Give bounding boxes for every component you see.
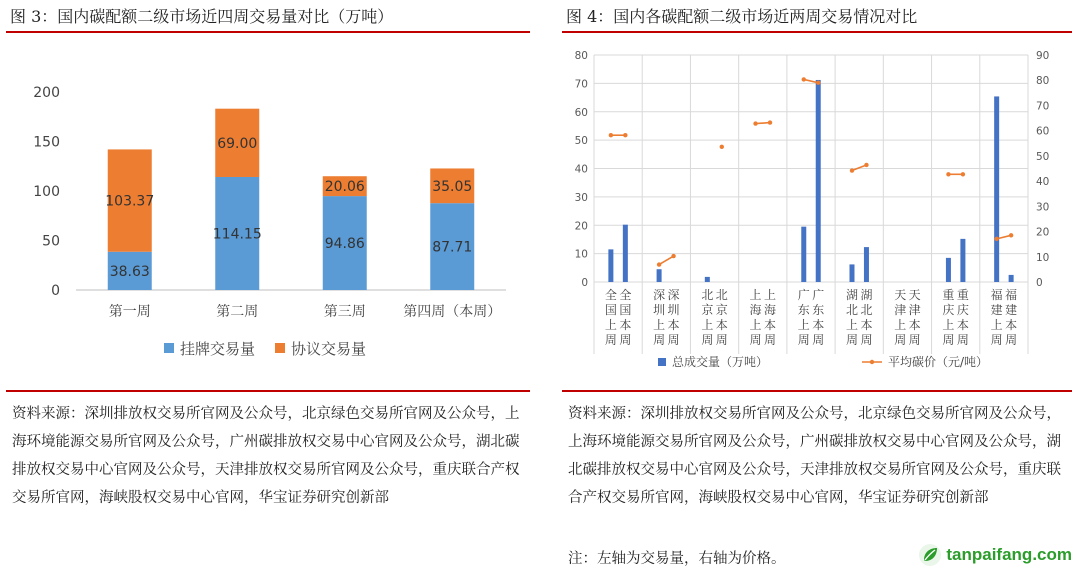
x-tick-label: 第一周 (108, 304, 151, 320)
y-tick-label: 0 (51, 283, 60, 299)
legend-swatch (275, 343, 285, 353)
right-y-tick-label: 10 (1036, 251, 1050, 264)
price-point (720, 145, 724, 149)
x-tick-label: 第四周（本周） (403, 304, 502, 320)
left-stacked-bar-chart (6, 32, 530, 392)
x-tick-label: 广东本周 (812, 288, 825, 347)
left-y-tick-label: 80 (574, 50, 588, 62)
left-y-tick-label: 10 (574, 248, 588, 261)
right-y-tick-label: 40 (1036, 176, 1050, 189)
x-tick-label: 上海上周 (749, 288, 762, 347)
y-tick-label: 150 (33, 134, 60, 151)
price-point (994, 237, 998, 241)
left-y-tick-label: 0 (581, 277, 588, 289)
price-point (1009, 233, 1013, 237)
volume-bar (849, 264, 854, 282)
price-line-segment (852, 165, 866, 171)
left-panel (6, 0, 530, 575)
volume-bar (623, 225, 628, 282)
x-tick-label: 天津本周 (908, 288, 921, 347)
right-y-tick-label: 50 (1036, 150, 1050, 163)
price-point (850, 168, 854, 172)
price-point (753, 121, 757, 125)
right-combo-chart (562, 33, 1072, 391)
price-point (802, 77, 806, 81)
left-y-tick-label: 40 (574, 163, 588, 176)
left-y-tick-label: 30 (574, 191, 588, 204)
price-point (609, 133, 613, 137)
price-point (768, 120, 772, 124)
legend-label: 协议交易量 (291, 340, 367, 358)
volume-bar (994, 96, 999, 282)
price-point (657, 262, 661, 266)
left-y-tick-label: 50 (574, 135, 588, 148)
x-tick-label: 全国上周 (604, 288, 617, 347)
price-point (816, 81, 820, 85)
volume-bar (705, 277, 710, 282)
left-source-rule (6, 390, 530, 392)
y-tick-label: 100 (33, 184, 60, 200)
x-tick-label: 第三周 (323, 304, 366, 320)
x-tick-label: 广东上周 (797, 288, 810, 347)
right-y-tick-label: 30 (1036, 201, 1050, 214)
left-y-tick-label: 70 (574, 78, 588, 91)
x-tick-label: 深圳上周 (653, 288, 666, 347)
data-label: 103.37 (105, 193, 155, 210)
watermark (918, 541, 1072, 569)
volume-bar (816, 80, 821, 282)
left-figure-title: 图 3：国内碳配额二级市场近四周交易量对比（万吨） (10, 7, 394, 26)
leaf-logo-icon (918, 543, 942, 567)
right-y-tick-label: 20 (1036, 226, 1050, 239)
x-tick-label: 湖北本周 (860, 288, 873, 347)
data-label: 38.63 (109, 263, 150, 280)
x-tick-label: 福建上周 (990, 288, 1003, 347)
volume-bar (946, 258, 951, 282)
x-tick-label: 第二周 (216, 304, 259, 320)
x-tick-label: 北京本周 (715, 288, 728, 347)
x-tick-label: 重庆本周 (956, 288, 969, 347)
right-note-text: 注：左轴为交易量，右轴为价格。 (568, 551, 786, 567)
volume-bar (1009, 275, 1014, 282)
price-point (671, 254, 675, 258)
data-label: 35.05 (432, 178, 473, 195)
volume-bar (608, 249, 613, 282)
price-point (961, 172, 965, 176)
x-tick-label: 深圳本周 (667, 288, 680, 347)
x-tick-label: 福建本周 (1005, 288, 1018, 347)
x-tick-label: 北京上周 (701, 288, 714, 347)
data-label: 20.06 (324, 179, 365, 196)
data-label: 114.15 (212, 226, 262, 243)
volume-bar (960, 239, 965, 282)
x-tick-label: 上海本周 (764, 288, 777, 347)
x-tick-label: 重庆上周 (942, 288, 955, 347)
legend-swatch-bar (658, 358, 666, 366)
right-y-tick-label: 70 (1036, 100, 1050, 113)
volume-bar (864, 247, 869, 282)
y-tick-label: 50 (42, 233, 60, 250)
price-point (623, 133, 627, 137)
legend-label-bar: 总成交量（万吨） (672, 355, 769, 369)
data-label: 69.00 (217, 135, 258, 152)
left-source-text: 资料来源：深圳排放权交易所官网及公众号，北京绿色交易所官网及公众号，上海环境能源交易所官网及公众号，广州碳排放权交易中心官网及公众号，湖北碳排放权交易中心官网及公众号，天津排放权交易所官网及公众号，重庆联合产权交易所官网，海峡股权交易中心官网，华宝证券研究创新部 (12, 406, 520, 506)
right-y-tick-label: 0 (1036, 277, 1043, 289)
left-y-tick-label: 60 (574, 106, 588, 119)
left-y-tick-label: 20 (574, 220, 588, 233)
x-tick-label: 全国本周 (619, 288, 632, 347)
right-panel (562, 0, 1072, 575)
price-line-segment (659, 256, 673, 265)
right-figure-title: 图 4：国内各碳配额二级市场近两周交易情况对比 (566, 7, 918, 26)
data-label: 87.71 (432, 239, 473, 256)
x-tick-label: 天津上周 (894, 288, 907, 347)
legend-swatch-marker (870, 360, 874, 364)
y-tick-label: 200 (33, 85, 60, 101)
right-source-rule (562, 390, 1072, 392)
right-source-text: 资料来源：深圳排放权交易所官网及公众号，北京绿色交易所官网及公众号，上海环境能源交易所官网及公众号，广州碳排放权交易中心官网及公众号，湖北碳排放权交易中心官网及公众号，天津排放权交易所官网及公众号，重庆联合产权交易所官网，海峡股权交易中心官网，华宝证券研究创新部 (568, 406, 1061, 506)
volume-bar (801, 227, 806, 282)
legend-swatch (164, 343, 174, 353)
x-tick-label: 湖北上周 (845, 288, 858, 347)
right-y-tick-label: 90 (1036, 50, 1050, 62)
watermark-text: tanpaifang.com (946, 545, 1072, 564)
price-point (864, 163, 868, 167)
legend-label-line: 平均碳价（元/吨） (888, 355, 989, 369)
volume-bar (657, 269, 662, 282)
right-y-tick-label: 60 (1036, 125, 1050, 138)
legend-label: 挂牌交易量 (180, 340, 256, 358)
right-y-tick-label: 80 (1036, 75, 1050, 88)
data-label: 94.86 (324, 236, 365, 253)
price-point (946, 172, 950, 176)
